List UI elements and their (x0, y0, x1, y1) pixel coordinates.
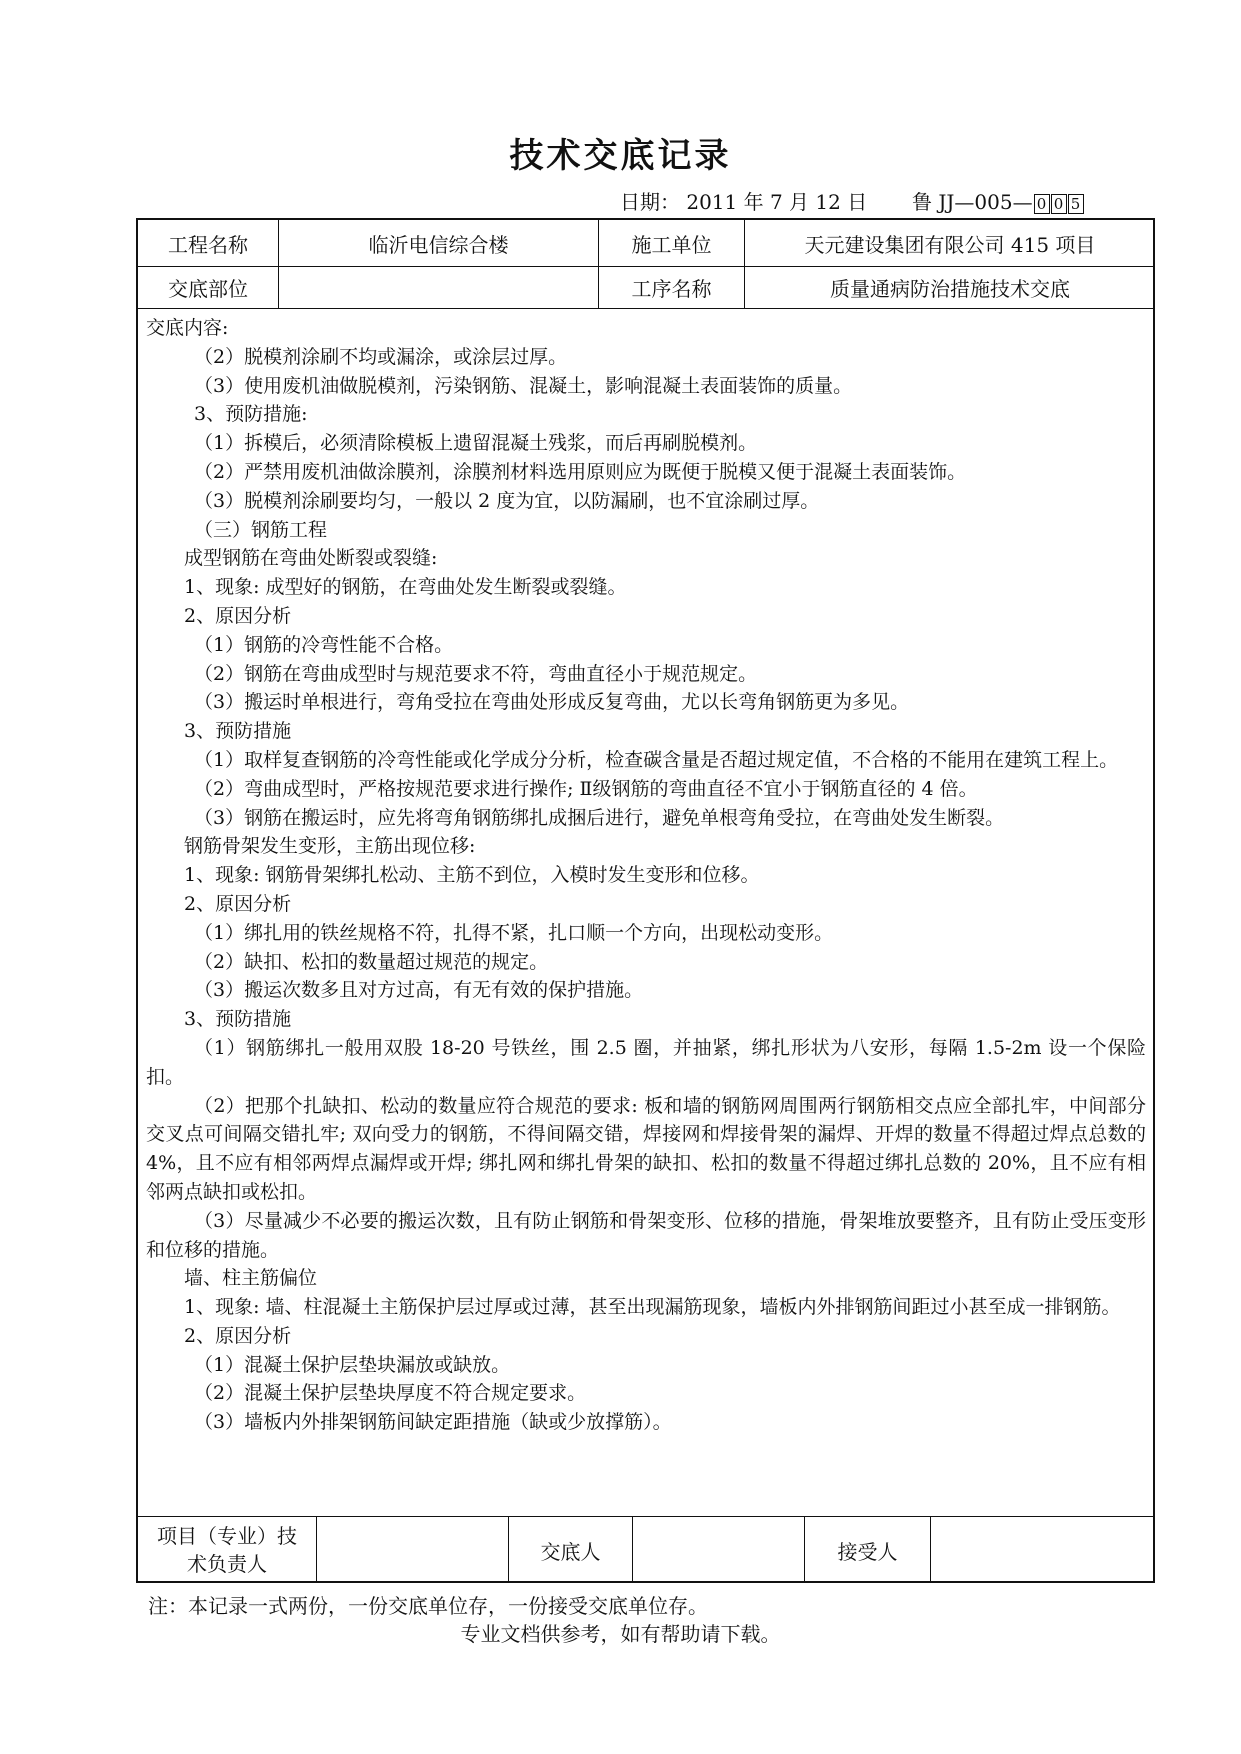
discloser-value (633, 1517, 804, 1583)
content-line: （3）搬运次数多且对方过高，有无有效的保护措施。 (194, 979, 644, 1002)
row-divider (138, 308, 1153, 309)
tech-lead-label (138, 1517, 316, 1583)
project-name-label: 工程名称 (168, 232, 248, 257)
content-line: （2）混凝土保护层垫块厚度不符合规定要求。 (194, 1382, 587, 1405)
content-line: 1、现象: 墙、柱混凝土主筋保护层过厚或过薄，甚至出现漏筋现象，墙板内外排钢筋间距过小甚至成一排钢筋。 (184, 1296, 1121, 1319)
content-line: （2）严禁用废机油做涂膜剂，涂膜剂材料选用原则应为既便于脱模又便于混凝土表面装饰。 (194, 460, 967, 483)
content-line: （3）搬运时单根进行，弯角受拉在弯曲处形成反复弯曲，尤以长弯角钢筋更为多见。 (194, 691, 910, 714)
content-line: 3、预防措施 (184, 720, 292, 743)
document-number-prefix: 鲁 JJ—005— (912, 190, 1033, 214)
contractor-label: 施工单位 (631, 232, 712, 257)
document-number (912, 186, 1084, 215)
content-heading: 交底内容: (146, 317, 229, 339)
content-line: 2、原因分析 (184, 1324, 292, 1347)
receiver-label: 接受人 (837, 1539, 898, 1564)
project-name-value: 临沂电信综合楼 (368, 232, 509, 257)
discloser-label: 交底人 (540, 1539, 601, 1564)
record-note: 注：本记录一式两份，一份交底单位存，一份接受交底单位存。 (148, 1594, 708, 1618)
content-line: （1）绑扎用的铁丝规格不符，扎得不紧，扎口顺一个方向，出现松动变形。 (194, 921, 834, 944)
content-line: （3）墙板内外排架钢筋间缺定距措施（缺或少放撑筋）。 (194, 1411, 672, 1434)
content-line: （1）拆模后，必须清除模板上遗留混凝土残浆，而后再刷脱模剂。 (194, 432, 758, 455)
content-line: 3、预防措施: (194, 403, 308, 426)
content-line: 1、现象: 成型好的钢筋，在弯曲处发生断裂或裂缝。 (184, 576, 627, 599)
content-line: （1）钢筋的冷弯性能不合格。 (194, 633, 454, 656)
date-line: 日期： 2011 年 7 月 12 日 (620, 190, 868, 214)
tech-lead-label-line1: 项目（专业）技 (157, 1524, 297, 1548)
content-line: （2）把那个扎缺扣、松动的数量应符合规范的要求: 板和墙的钢筋网周围两行钢筋相交点应全部扎牢，中间部分交叉点可间隔交错扎牢; 双向受力的钢筋，不得间隔交错，焊接网和焊接骨架的漏焊、开焊的数量不得超过焊点总数的 4%，且不应有相邻两焊点漏焊或开焊; 绑扎网和绑扎骨架的缺扣、松扣的数量不得超过绑扎总数的 20%，且不应有相邻两点缺扣或松扣。 (146, 1094, 1146, 1203)
content-line: 2、原因分析 (184, 604, 292, 627)
process-value: 质量通病防治措施技术交底 (830, 277, 1070, 301)
content-line: （3）尽量减少不必要的搬运次数，且有防止钢筋和骨架变形、位移的措施，骨架堆放要整齐，且有防止受压变形和位移的措施。 (146, 1209, 1146, 1261)
page-footer: 专业文档供参考，如有帮助请下载。 (460, 1622, 781, 1646)
process-label: 工序名称 (631, 277, 712, 301)
content-line: （3）钢筋在搬运时，应先将弯角钢筋绑扎成捆后进行，避免单根弯角受拉，在弯曲处发生断裂。 (194, 806, 1005, 829)
content-line: （2）脱模剂涂刷不均或漏涂，或涂层过厚。 (194, 345, 568, 368)
tech-lead-value (317, 1517, 508, 1583)
content-line: （2）缺扣、松扣的数量超过规范的规定。 (194, 950, 549, 973)
content-line: 成型钢筋在弯曲处断裂或裂缝: (184, 547, 438, 570)
location-value (279, 267, 598, 308)
content-line: （2）钢筋在弯曲成型时与规范要求不符，弯曲直径小于规范规定。 (194, 662, 758, 685)
disclosure-content (146, 314, 1146, 1437)
content-line: 2、原因分析 (184, 892, 292, 915)
content-line: （2）弯曲成型时，严格按规范要求进行操作; Ⅱ级钢筋的弯曲直径不宜小于钢筋直径的 4 倍。 (194, 777, 978, 800)
content-line: （3）脱模剂涂刷要均匀，一般以 2 度为宜，以防漏刷，也不宜涂刷过厚。 (194, 489, 820, 512)
content-line: 3、预防措施 (184, 1008, 292, 1031)
content-line: （1）钢筋绑扎一般用双股 18-20 号铁丝，围 2.5 圈，并抽紧，绑扎形状为八安形，每隔 1.5-2m 设一个保险扣。 (146, 1036, 1146, 1088)
content-line: （1）取样复查钢筋的冷弯性能或化学成分分析，检查碳含量是否超过规定值，不合格的不能用在建筑工程上。 (194, 748, 1119, 771)
tech-lead-label-line2: 术负责人 (187, 1552, 267, 1576)
content-line: （三）钢筋工程 (194, 518, 328, 541)
content-line: （1）混凝土保护层垫块漏放或缺放。 (194, 1353, 511, 1376)
content-line: 1、现象: 钢筋骨架绑扎松动、主筋不到位，入模时发生变形和位移。 (184, 864, 760, 887)
document-title: 技术交底记录 (509, 136, 732, 176)
document-number-boxed-digit: 5 (1068, 194, 1084, 214)
document-number-boxed-digit: 0 (1034, 194, 1050, 214)
content-line: 墙、柱主筋偏位 (184, 1267, 318, 1290)
location-label: 交底部位 (168, 277, 248, 301)
contractor-value: 天元建设集团有限公司 415 项目 (804, 232, 1096, 257)
receiver-value (931, 1517, 1155, 1583)
document-number-boxed-digit: 0 (1051, 194, 1067, 214)
content-line: 钢筋骨架发生变形，主筋出现位移: (184, 835, 476, 858)
content-line: （3）使用废机油做脱模剂，污染钢筋、混凝土，影响混凝土表面装饰的质量。 (194, 374, 853, 397)
